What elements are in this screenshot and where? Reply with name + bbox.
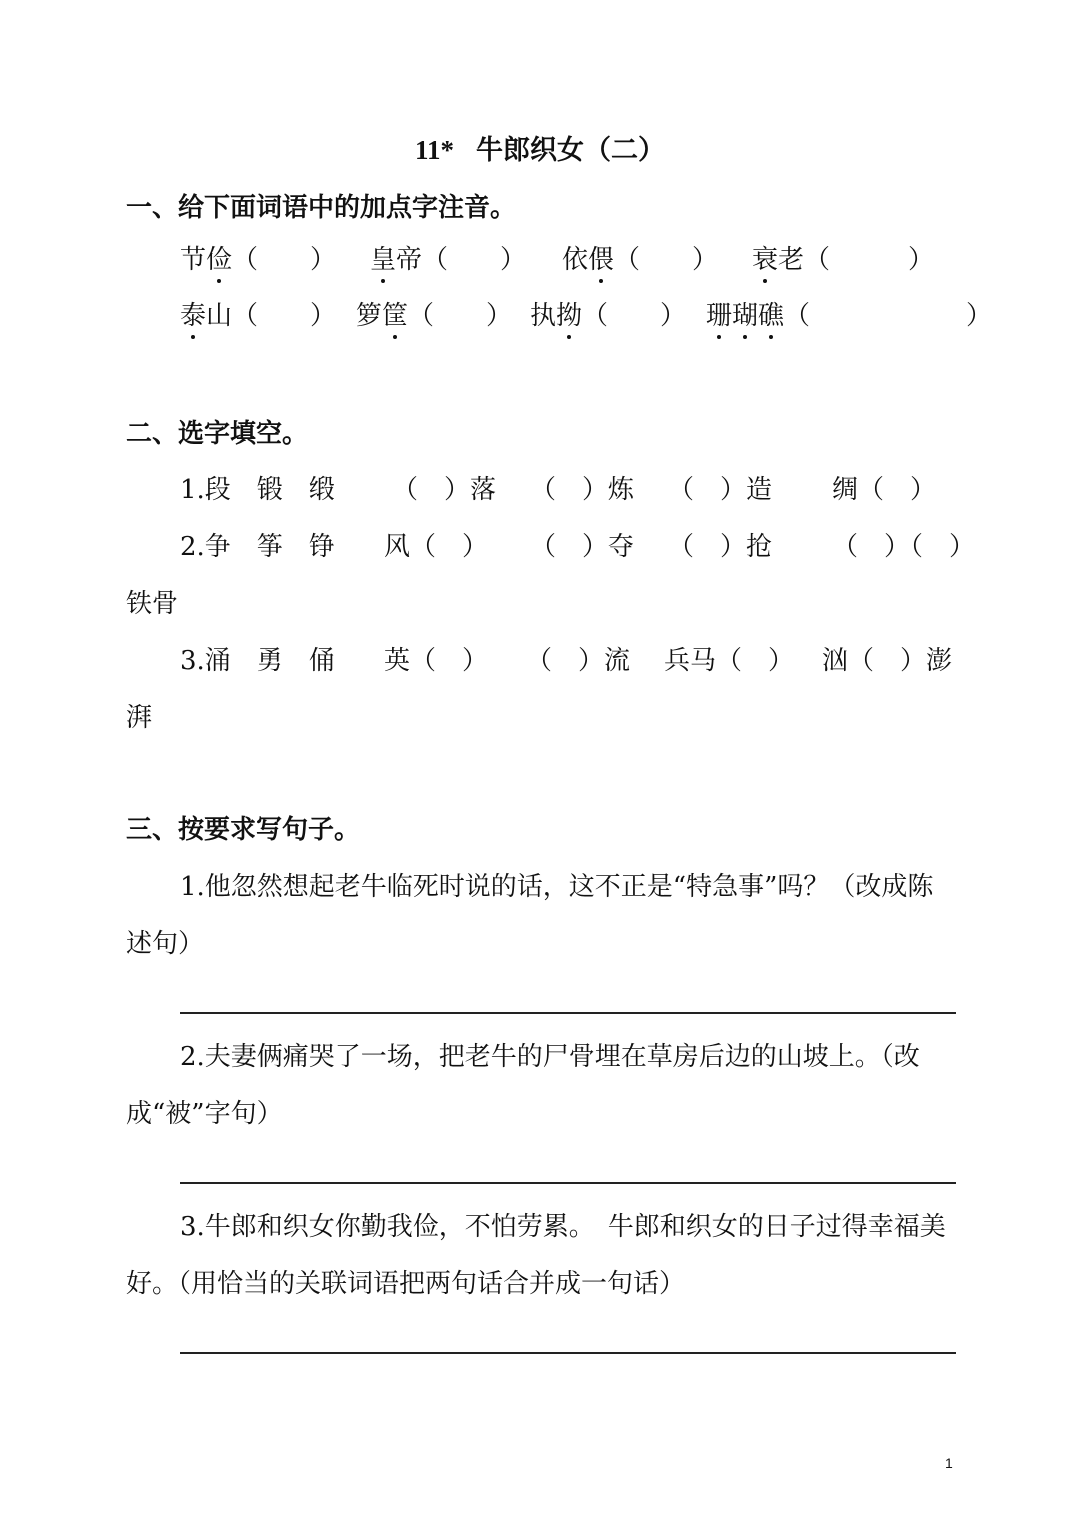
pinyin-item	[370, 240, 526, 280]
answer-blank[interactable]: （ ）	[232, 301, 337, 331]
pinyin-item	[562, 240, 718, 280]
word: 节俭	[180, 245, 233, 275]
pinyin-item	[706, 296, 992, 336]
question-text: 3.牛郎和织女你勤我俭，不怕劳累。 牛郎和织女的日子过得幸福美好。（用恰当的关联词语把两句话合并成一句话）	[126, 1212, 946, 1299]
answer-blank[interactable]: （ ）	[408, 301, 513, 331]
section2-heading: 二、选字填空。	[126, 419, 309, 449]
answer-blank[interactable]: （ ）	[614, 245, 719, 275]
answer-blank[interactable]: （ ）	[422, 245, 527, 275]
fill-blank[interactable]: 英（ ）	[384, 646, 489, 676]
question-text: 1.他忽然想起老牛临死时说的话，这不正是“特急事”吗？（改成陈述句）	[126, 872, 934, 959]
lesson-number: 11*	[414, 135, 454, 165]
fill-blank[interactable]: （ ）落	[392, 475, 497, 505]
answer-line[interactable]	[180, 1182, 956, 1184]
sentence-question-3	[126, 1199, 956, 1313]
answer-blank[interactable]: （ ）	[804, 245, 935, 275]
fill-blank[interactable]: （ ）抢	[668, 532, 773, 562]
fill-blank[interactable]: （ ）（ ）	[832, 532, 976, 562]
page-title	[0, 128, 1080, 173]
answer-blank[interactable]: （ ）	[232, 245, 337, 275]
word: 衰老	[752, 245, 805, 275]
word: 泰山	[180, 301, 233, 331]
fill-blank[interactable]: （ ）炼	[530, 475, 635, 505]
pinyin-item	[356, 296, 512, 336]
answer-line[interactable]	[180, 1012, 956, 1014]
sentence-question-1	[126, 859, 956, 973]
fill-blank[interactable]: 绸（ ）	[832, 475, 937, 505]
question-text: 2.夫妻俩痛哭了一场，把老牛的尸骨埋在草房后边的山坡上。（改成“被”字句）	[126, 1042, 920, 1129]
fill-blank[interactable]: 汹（ ）澎	[822, 646, 953, 676]
wrapped-word: 铁骨	[126, 589, 179, 619]
word: 箩筐	[356, 301, 409, 331]
lesson-title: 牛郎织女（二）	[476, 135, 665, 166]
word: 依偎	[562, 245, 615, 275]
answer-blank[interactable]: （ ）	[784, 301, 993, 331]
fill-blank[interactable]: 兵马（ ）	[664, 646, 795, 676]
page-number: 1	[945, 1455, 953, 1471]
word: 皇帝	[370, 245, 423, 275]
fill-blank[interactable]: 风（ ）	[384, 532, 489, 562]
answer-line[interactable]	[180, 1352, 956, 1354]
pinyin-item	[180, 296, 336, 336]
word: 珊瑚礁	[706, 301, 785, 331]
pinyin-item	[180, 240, 336, 280]
char-options: 3.涌 勇 俑	[180, 646, 335, 676]
fill-blank[interactable]: （ ）造	[668, 475, 773, 505]
wrapped-word: 湃	[126, 703, 153, 733]
fill-blank[interactable]: （ ）流	[526, 646, 631, 676]
fill-blank[interactable]: （ ）夺	[530, 532, 635, 562]
section1-heading: 一、给下面词语中的加点字注音。	[126, 193, 517, 223]
sentence-question-2	[126, 1029, 956, 1143]
char-options: 1.段 锻 缎	[180, 475, 335, 505]
char-options: 2.争 筝 铮	[180, 532, 335, 562]
answer-blank[interactable]: （ ）	[582, 301, 687, 331]
word: 执拗	[530, 301, 583, 331]
pinyin-item	[530, 296, 686, 336]
section3-heading: 三、按要求写句子。	[126, 815, 361, 845]
pinyin-item	[752, 240, 934, 280]
